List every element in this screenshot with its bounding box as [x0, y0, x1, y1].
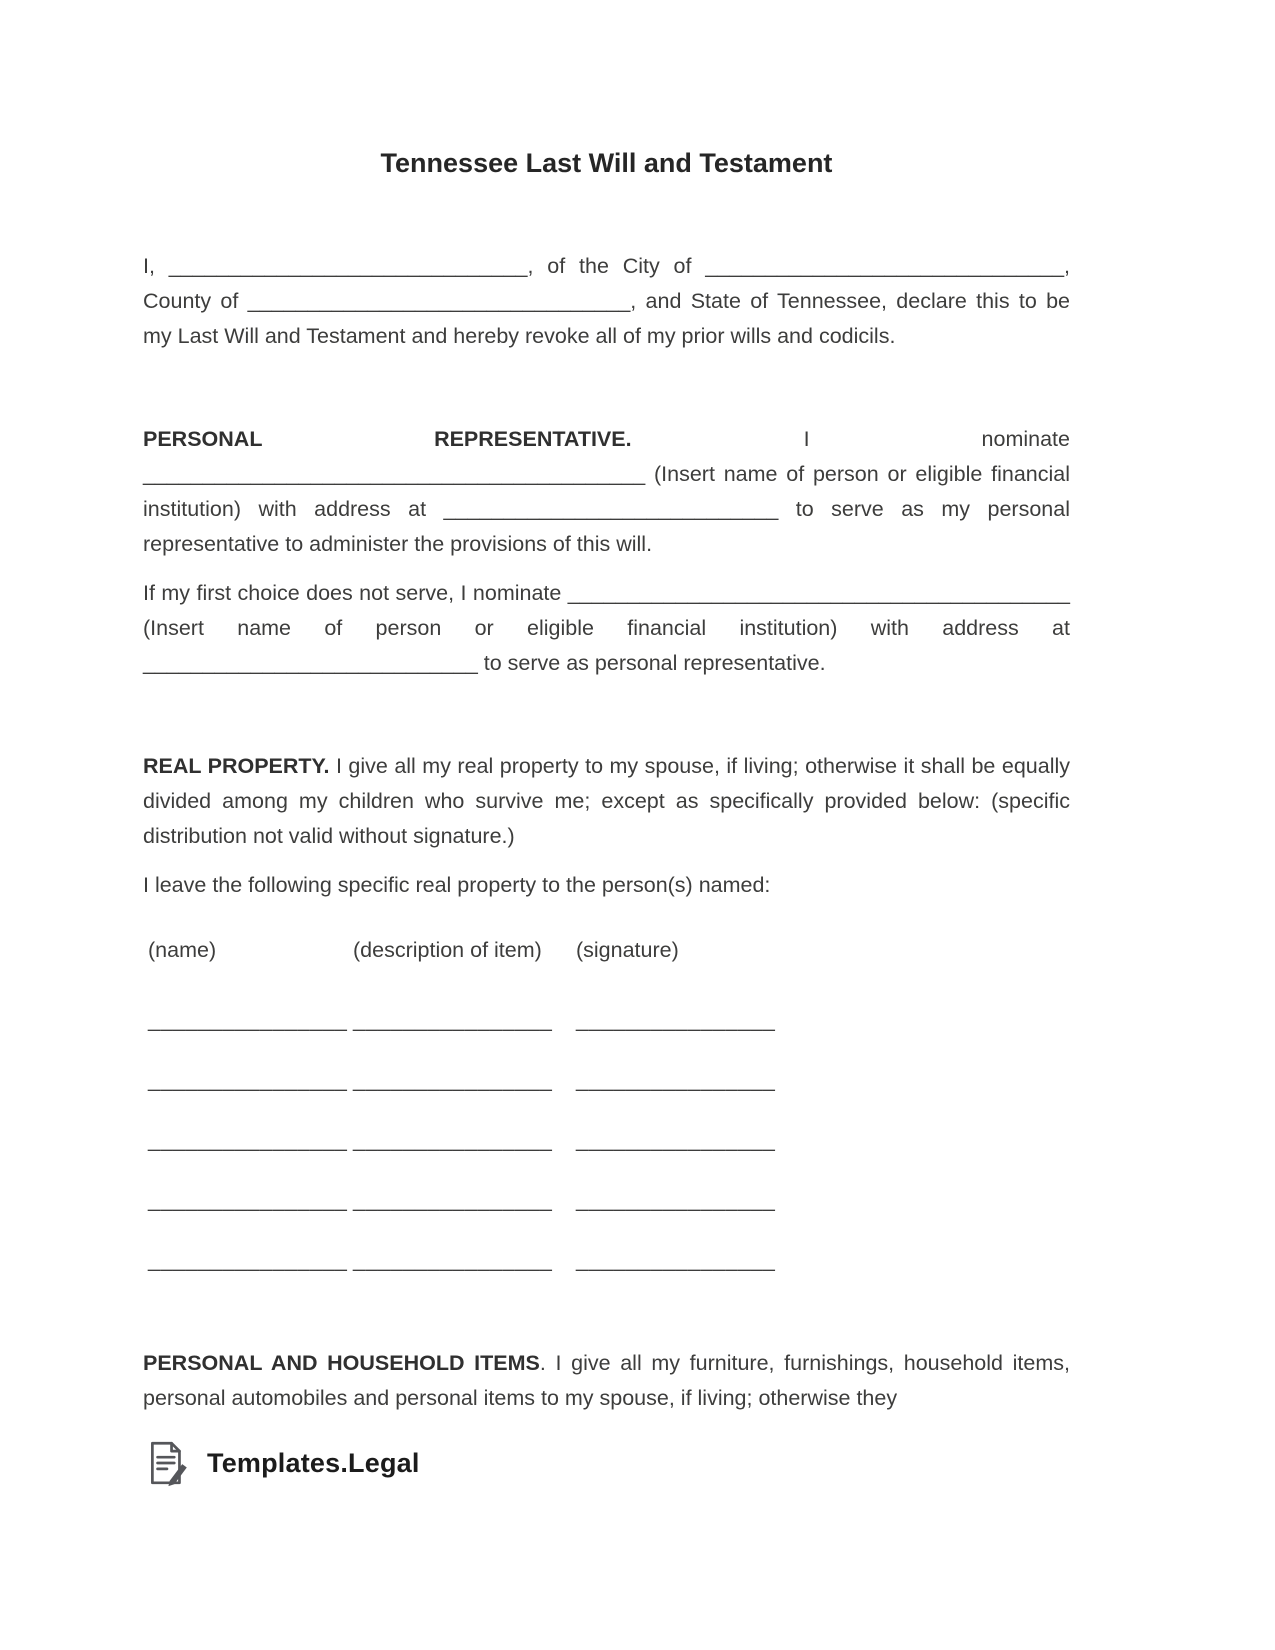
blank-name-line: ________________: [148, 1128, 348, 1152]
blank-signature-line: ________________: [576, 1248, 776, 1272]
blank-row: [143, 1243, 1070, 1278]
blank-signature-line: ________________: [576, 1128, 776, 1152]
blank-description-line: ________________: [353, 1068, 553, 1092]
real-property-heading: REAL PROPERTY.: [143, 754, 330, 778]
column-header-description: (description of item): [353, 938, 542, 962]
blank-signature-line: ________________: [576, 1068, 776, 1092]
column-header-signature: (signature): [576, 938, 679, 962]
blank-description-line: ________________: [353, 1128, 553, 1152]
personal-representative-paragraph-1: [143, 422, 1070, 562]
blank-name-line: ________________: [148, 1188, 348, 1212]
document-title: Tennessee Last Will and Testament: [380, 148, 833, 178]
blank-row: [143, 1003, 1070, 1038]
document-pencil-icon: [143, 1438, 193, 1488]
household-items-body: . I give all my furniture, furnishings, household items, personal automobiles and personal items to my spouse, if living; otherwise they: [143, 1351, 1070, 1410]
personal-representative-paragraph-2: If my first choice does not serve, I nominate __________________________________________ (Insert name of person or eligible financial institution) with address at ____________________________ to serve as personal representative.: [143, 581, 1070, 675]
blank-description-line: ________________: [353, 1188, 553, 1212]
household-items-paragraph: [143, 1346, 1070, 1416]
blank-row: [143, 1123, 1070, 1158]
blank-name-line: ________________: [148, 1008, 348, 1032]
personal-representative-body-1: I nominate __________________________________________ (Insert name of person or eligible financial institution) with address at ____________________________ to serve as my personal representative to administer the provisions of this will.: [143, 427, 1070, 556]
real-property-intro: I leave the following specific real property to the person(s) named:: [143, 873, 771, 897]
household-items-heading: PERSONAL AND HOUSEHOLD ITEMS: [143, 1351, 540, 1375]
real-property-body: I give all my real property to my spouse, if living; otherwise it shall be equally divided among my children who survive me; except as specifically provided below: (specific distribution not valid without signature.): [143, 754, 1070, 848]
footer-brand: [143, 1438, 420, 1488]
blank-row: [143, 1183, 1070, 1218]
blank-name-line: ________________: [148, 1248, 348, 1272]
column-header-name: (name): [148, 938, 217, 962]
blank-signature-line: ________________: [576, 1008, 776, 1032]
opening-declaration-paragraph: I, ______________________________, of the City of ______________________________, County of ________________________________, and State of Tennessee, declare this to be my Last Will and Testament and hereby revoke all of my prior wills and codicils.: [143, 254, 1070, 348]
real-property-column-headers: [143, 933, 1070, 968]
blank-row: [143, 1063, 1070, 1098]
real-property-paragraph: [143, 749, 1070, 854]
personal-representative-heading: PERSONAL REPRESENTATIVE.: [143, 427, 632, 451]
brand-name: Templates.Legal: [207, 1447, 420, 1478]
blank-signature-line: ________________: [576, 1188, 776, 1212]
blank-name-line: ________________: [148, 1068, 348, 1092]
blank-description-line: ________________: [353, 1008, 553, 1032]
blank-description-line: ________________: [353, 1248, 553, 1272]
